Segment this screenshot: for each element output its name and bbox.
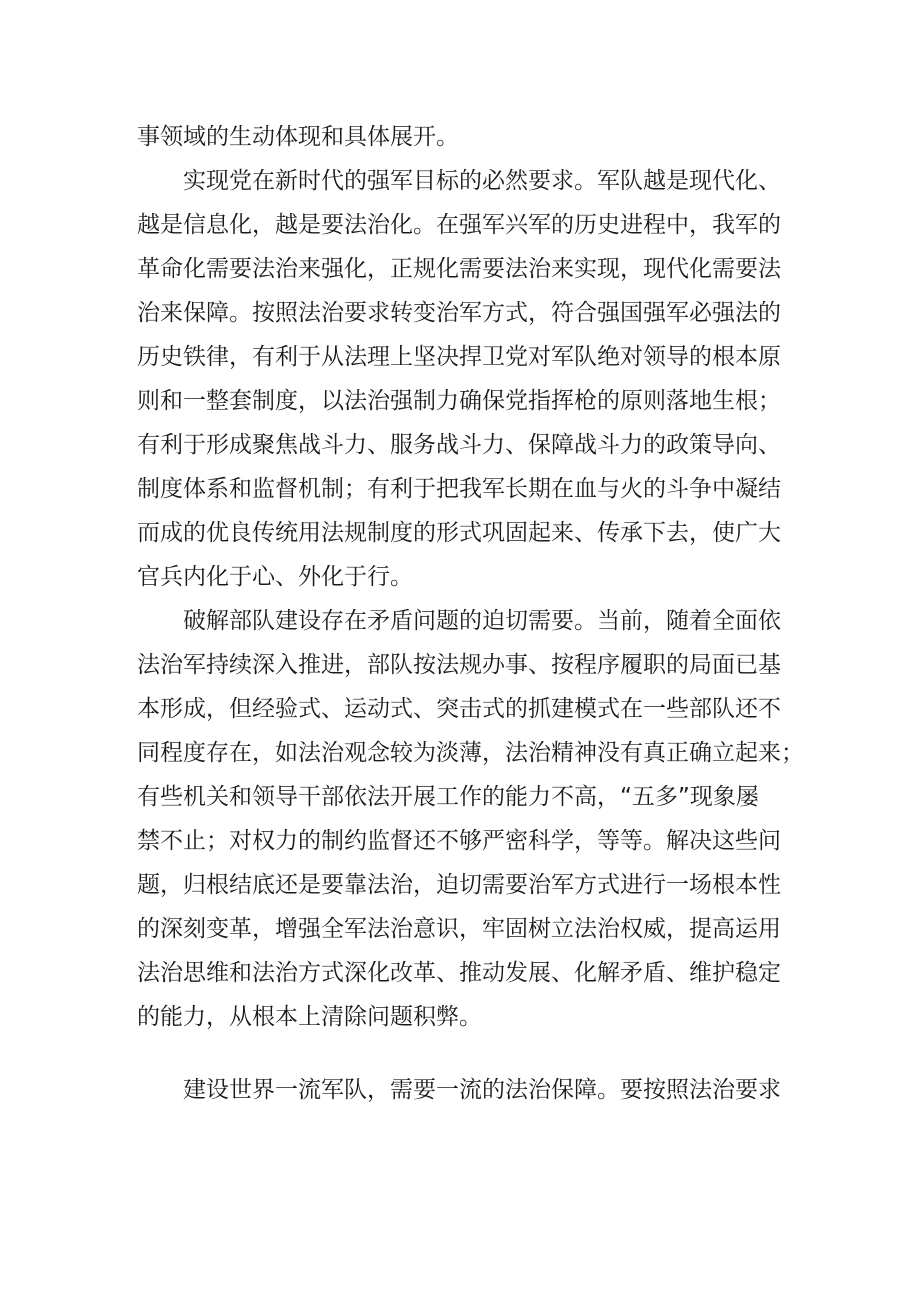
text-line: 本形成，但经验式、运动式、突击式的抓建模式在一些部队还不 bbox=[137, 696, 781, 722]
text-line: 同程度存在，如法治观念较为淡薄，法治精神没有真正确立起来； bbox=[137, 740, 804, 766]
text-line: 有利于形成聚焦战斗力、服务战斗力、保障战斗力的政策导向、 bbox=[137, 432, 781, 458]
paragraph-first-line: 建设世界一流军队，需要一流的法治保障。要按照法治要求 bbox=[183, 1077, 781, 1103]
text-line: 的深刻变革，增强全军法治意识，牢固树立法治权威，提高运用 bbox=[137, 916, 781, 942]
text-line: 越是信息化，越是要法治化。在强军兴军的历史进程中，我军的 bbox=[137, 212, 781, 238]
text-line: 有些机关和领导干部依法开展工作的能力不高，“五多”现象屡 bbox=[137, 784, 759, 810]
text-line: 法治思维和法治方式深化改革、推动发展、化解矛盾、维护稳定 bbox=[137, 960, 781, 986]
text-line: 题，归根结底还是要靠法治，迫切需要治军方式进行一场根本性 bbox=[137, 872, 781, 898]
text-line: 则和一整套制度，以法治强制力确保党指挥枪的原则落地生根； bbox=[137, 388, 781, 414]
text-line: 的能力，从根本上清除问题积弊。 bbox=[137, 1004, 482, 1030]
text-line: 法治军持续深入推进，部队按法规办事、按程序履职的局面已基 bbox=[137, 652, 781, 678]
text-line: 治来保障。按照法治要求转变治军方式，符合强国强军必强法的 bbox=[137, 300, 781, 326]
text-line: 禁不止；对权力的制约监督还不够严密科学，等等。解决这些问 bbox=[137, 828, 781, 854]
paragraph-first-line: 破解部队建设存在矛盾问题的迫切需要。当前，随着全面依 bbox=[183, 608, 781, 634]
text-line: 而成的优良传统用法规制度的形式巩固起来、传承下去，使广大 bbox=[137, 520, 781, 546]
paragraph-first-line: 实现党在新时代的强军目标的必然要求。军队越是现代化、 bbox=[183, 168, 781, 194]
text-line: 历史铁律，有利于从法理上坚决捍卫党对军队绝对领导的根本原 bbox=[137, 344, 781, 370]
text-line: 事领域的生动体现和具体展开。 bbox=[137, 124, 459, 150]
text-line: 官兵内化于心、外化于行。 bbox=[137, 564, 413, 590]
text-line: 制度体系和监督机制；有利于把我军长期在血与火的斗争中凝结 bbox=[137, 476, 781, 502]
text-line: 革命化需要法治来强化，正规化需要法治来实现，现代化需要法 bbox=[137, 256, 781, 282]
